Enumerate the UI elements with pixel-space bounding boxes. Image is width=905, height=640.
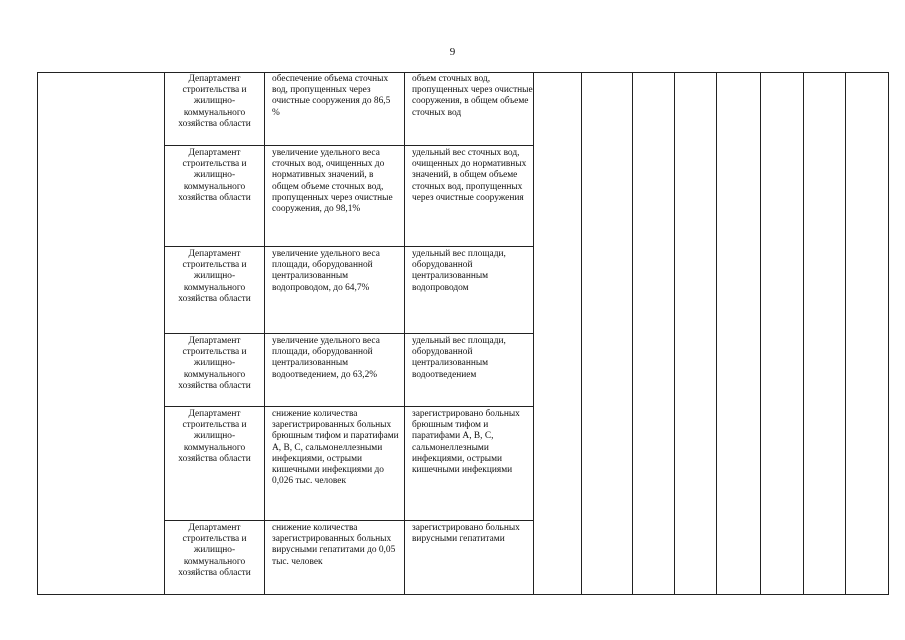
row-divider xyxy=(164,406,534,407)
row-divider xyxy=(164,145,534,146)
department-cell: Департамент строительства и жилищно-коммунального хозяйства области xyxy=(178,336,251,391)
department-cell: Департамент строительства и жилищно-коммунального хозяйства области xyxy=(178,523,251,578)
column-divider xyxy=(845,72,846,595)
department-cell: Департамент строительства и жилищно-коммунального хозяйства области xyxy=(178,249,251,304)
row-divider xyxy=(164,246,534,247)
indicator-cell: увеличение удельного веса площади, оборудованной централизованным водоотведением, до 63,2% xyxy=(272,336,380,380)
indicator-cell: увеличение удельного веса сточных вод, очищенных до нормативных значений, в общем объеме сточных вод, пропущенных через очистные сооружения, до 98,1% xyxy=(272,148,393,215)
page-number: 9 xyxy=(449,46,456,58)
column-divider xyxy=(632,72,633,595)
department-cell: Департамент строительства и жилищно-коммунального хозяйства области xyxy=(178,74,251,129)
indicator-cell: снижение количества зарегистрированных больных вирусными гепатитами до 0,05 тыс. человек xyxy=(272,523,396,567)
column-divider xyxy=(803,72,804,595)
row-divider xyxy=(164,520,534,521)
column-divider xyxy=(760,72,761,595)
measure-cell: зарегистрировано больных вирусными гепатитами xyxy=(412,523,520,545)
column-divider xyxy=(264,72,265,595)
measure-cell: удельный вес площади, оборудованной централизованным водопроводом xyxy=(412,249,506,293)
department-cell: Департамент строительства и жилищно-коммунального хозяйства области xyxy=(178,148,251,203)
column-divider xyxy=(404,72,405,595)
measure-cell: удельный вес сточных вод, очищенных до нормативных значений, в общем объеме сточных вод, пропущенных через очистные сооружения xyxy=(412,148,527,203)
indicator-cell: увеличение удельного веса площади, оборудованной централизованным водопроводом, до 64,7% xyxy=(272,249,380,293)
column-divider xyxy=(888,72,889,595)
column-divider xyxy=(581,72,582,595)
column-divider xyxy=(164,72,165,595)
department-cell: Департамент строительства и жилищно-коммунального хозяйства области xyxy=(178,409,251,464)
indicator-cell: обеспечение объема сточных вод, пропущенных через очистные сооружения до 86,5 % xyxy=(272,74,391,118)
measure-cell: объем сточных вод, пропущенных через очистные сооружения, в общем объеме сточных вод xyxy=(412,74,533,118)
column-divider xyxy=(37,72,38,595)
row-divider xyxy=(164,333,534,334)
measure-cell: зарегистрировано больных брюшным тифом и паратифами А, В, С, сальмонеллезными инфекциями, острыми кишечными инфекциями xyxy=(412,409,520,476)
indicator-cell: снижение количества зарегистрированных больных брюшным тифом и паратифами А, В, С, сальмонеллезными инфекциями, острыми кишечными инфекциями до 0,026 тыс. человек xyxy=(272,409,399,487)
column-divider xyxy=(716,72,717,595)
measure-cell: удельный вес площади, оборудованной централизованным водоотведением xyxy=(412,336,506,380)
column-divider xyxy=(674,72,675,595)
